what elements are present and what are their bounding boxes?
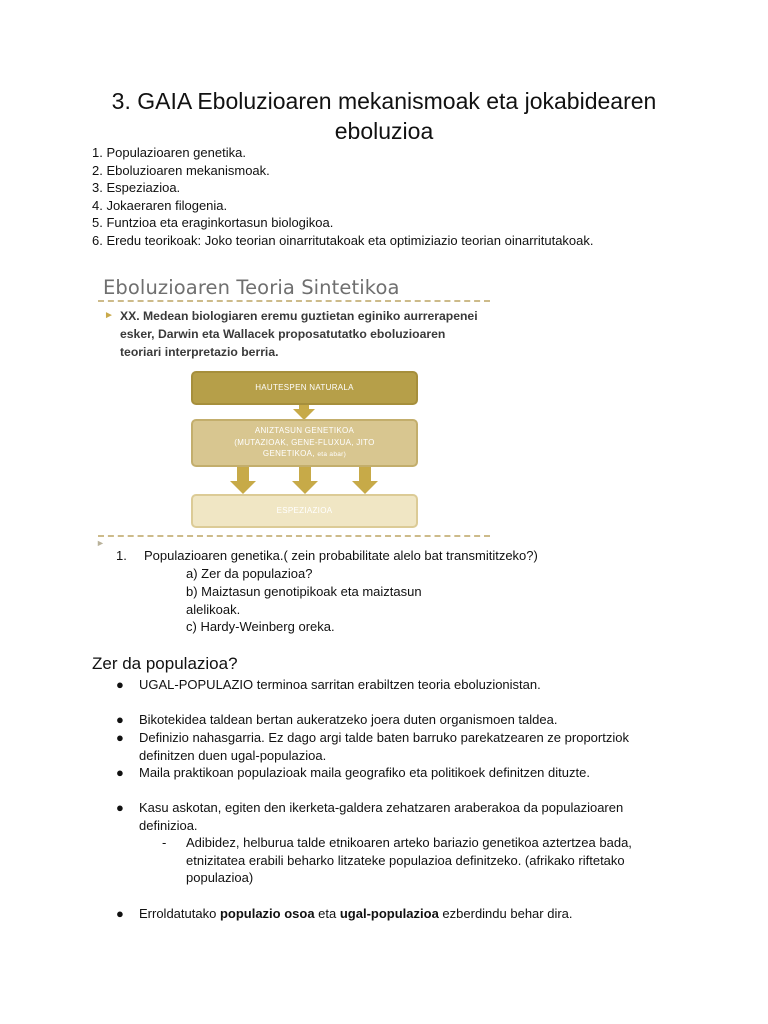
toc-item: 3. Espeziazioa. — [92, 180, 181, 196]
list-item-text: Maila praktikoan populazioak maila geografiko eta politikoek definitzen dituzte. — [139, 765, 590, 780]
slide-bullet — [104, 307, 484, 361]
bold-term: ugal-populazioa — [339, 906, 439, 921]
box2-line3: GENETIKOA, — [262, 449, 315, 458]
toc-item: 1. Populazioaren genetika. — [92, 145, 246, 160]
slide-corner-arrow-icon: ► — [96, 538, 105, 548]
list-item-text: Erroldatutako populazio osoa eta ugal-populazioa ezberdindu behar dira. — [139, 906, 573, 921]
toc-item: 5. Funtzioa eta eraginkortasun biologikoa. — [92, 215, 334, 231]
toc-item: 6. Eredu teorikoak: Joko teorian oinarritutakoak eta optimiziazio teorian oinarritutakoak. — [92, 232, 594, 248]
table-of-contents — [92, 144, 594, 250]
speciation-box: ESPEZIAZIOA — [191, 494, 418, 528]
list-item-text: UGAL-POPULAZIO terminoa sarritan erabiltzen teoria eboluzionistan. — [139, 677, 541, 692]
list-item-text: Bikotekidea taldean bertan aukeratzeko joera duten organismoen taldea. — [139, 712, 558, 727]
section-heading: Populazioaren genetika.( zein probabilitate alelo bat transmititzeko?) — [144, 548, 538, 563]
natural-selection-box: HAUTESPEN NATURALA — [191, 371, 418, 405]
bullet-icon: ● — [116, 765, 124, 780]
box2-line3-small: eta abar) — [317, 451, 347, 458]
genetic-diversity-box — [191, 419, 418, 467]
toc-item: 2. Eboluzioaren mekanismoak. — [92, 162, 270, 178]
bullet-icon: ● — [116, 677, 124, 692]
list-item-text: Definizio nahasgarria. Ez dago argi talde baten barruko parekatzearen ze proportziok definitzen duen ugal-populazioa. — [139, 730, 629, 763]
slide-bullet-text: XX. Medean biologiaren eremu guztietan eginiko aurrerapenei esker, Darwin eta Wallacek proposatutatko eboluzioaren teoriari interpretazio berria. — [120, 309, 478, 359]
box2-line2: (MUTAZIOAK, GENE-FLUXUA, JITO — [234, 437, 375, 447]
bullet-arrow-icon: ► — [104, 310, 114, 321]
bullet-icon: ● — [116, 730, 124, 745]
bullet-icon: ● — [116, 906, 124, 921]
section-subitem: a) Zer da populazioa? — [186, 566, 313, 581]
embedded-slide-figure — [94, 270, 494, 555]
section-subitem: alelikoak. — [186, 601, 241, 617]
section-heading-population: Zer da populazioa? — [92, 654, 238, 673]
section-subitem: c) Hardy-Weinberg oreka. — [186, 619, 335, 635]
section-number: 1. — [116, 548, 127, 563]
slide-divider-bottom — [98, 535, 490, 537]
bullet-icon: ● — [116, 712, 124, 727]
slide-divider-top — [98, 300, 490, 302]
toc-item: 4. Jokaeraren filogenia. — [92, 197, 228, 213]
dash-icon: - — [162, 835, 167, 850]
bold-term: populazio osoa — [219, 906, 315, 921]
slide-title: Eboluzioaren Teoria Sintetikoa — [103, 276, 400, 299]
bullet-icon: ● — [116, 800, 124, 815]
sub-list-item-text: Adibidez, helburua talde etnikoaren arteko bariazio genetikoa aztertzea bada, etnizitatea erabili beharko litzateke populazioa definitzeko. (afrikako riftetako populazioa) — [186, 835, 632, 886]
document-title: 3. GAIA Eboluzioaren mekanismoak eta jokabidearen eboluzioa — [111, 88, 657, 144]
list-item-text: Kasu askotan, egiten den ikerketa-galdera zehatzaren araberakoa da populazioaren definizioa. — [139, 800, 624, 833]
section-subitem: b) Maiztasun genotipikoak eta maiztasun — [186, 583, 422, 599]
box2-line1: ANIZTASUN GENETIKOA — [254, 426, 355, 435]
